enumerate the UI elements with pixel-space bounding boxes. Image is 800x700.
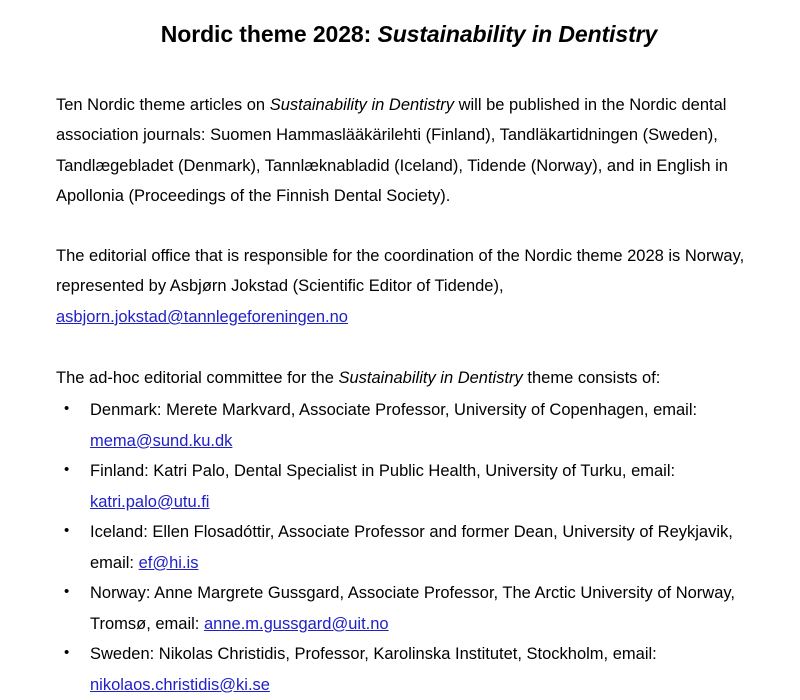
bullet-icon: • [64,461,70,479]
title-prefix: Nordic theme 2028: [160,21,378,47]
committee-member-email-link[interactable]: mema@sund.ku.dk [90,431,233,450]
page-title [56,20,762,50]
list-item [56,456,762,517]
committee-member-text: Denmark: Merete Markvard, Associate Professor, University of Copenhagen, email: [90,401,698,420]
list-item [56,395,762,456]
committee-list [56,395,762,700]
committee-intro-part2: theme consists of: [522,368,661,387]
intro-part1: Ten Nordic theme articles on [56,95,270,114]
bullet-icon: • [64,644,70,662]
intro-part2: will be published in the Nordic dental association journals: Suomen Hammaslääkärilehti (Finland), Tandläkartidningen (Sweden), Tandlægebladet (Denmark), Tannlæknabladid (Iceland), Tidende (Norway), and in English in Apollonia (Proceedings of the Finnish Dental Society). [56,95,728,206]
committee-member-email-link[interactable]: ef@hi.is [138,553,199,572]
bullet-icon: • [64,583,70,601]
committee-member-text: Finland: Katri Palo, Dental Specialist in Public Health, University of Turku, email: [90,462,676,481]
committee-member-text: Norway: Anne Margrete Gussgard, Associate Professor, The Arctic University of Norway, [90,584,735,603]
committee-member-text: Sweden: Nikolas Christidis, Professor, Karolinska Institutet, Stockholm, email: [90,645,657,664]
bullet-icon: • [64,400,70,418]
committee-member-email-link[interactable]: nikolaos.christidis@ki.se [90,675,270,694]
committee-member-email-prefix: email: [90,553,139,572]
committee-intro-part1: The ad-hoc editorial committee for the [56,368,339,387]
committee-intro-emphasis: Sustainability in Dentistry [338,368,523,387]
committee-member-email-prefix: Tromsø, email: [90,614,204,633]
list-item [56,517,762,578]
list-item [56,578,762,639]
committee-member-email-link[interactable]: katri.palo@utu.fi [90,492,210,511]
editor-email-link[interactable]: asbjorn.jokstad@tannlegeforeningen.no [56,307,348,326]
intro-emphasis: Sustainability in Dentistry [269,95,455,114]
committee-member-email-link[interactable]: anne.m.gussgard@uit.no [203,614,389,633]
editorial-office-text: The editorial office that is responsible for the coordination of the Nordic theme 2028 is Norway, represented by Asbjørn Jokstad (Scientific Editor of Tidende), [56,246,745,296]
committee-member-text: Iceland: Ellen Flosadóttir, Associate Professor and former Dean, University of Reykjavik, [90,523,733,542]
editorial-office-paragraph [56,241,762,333]
committee-intro-paragraph [56,363,762,394]
title-emphasis: Sustainability in Dentistry [377,21,658,47]
list-item [56,639,762,700]
bullet-icon: • [64,522,70,540]
intro-paragraph [56,90,762,212]
